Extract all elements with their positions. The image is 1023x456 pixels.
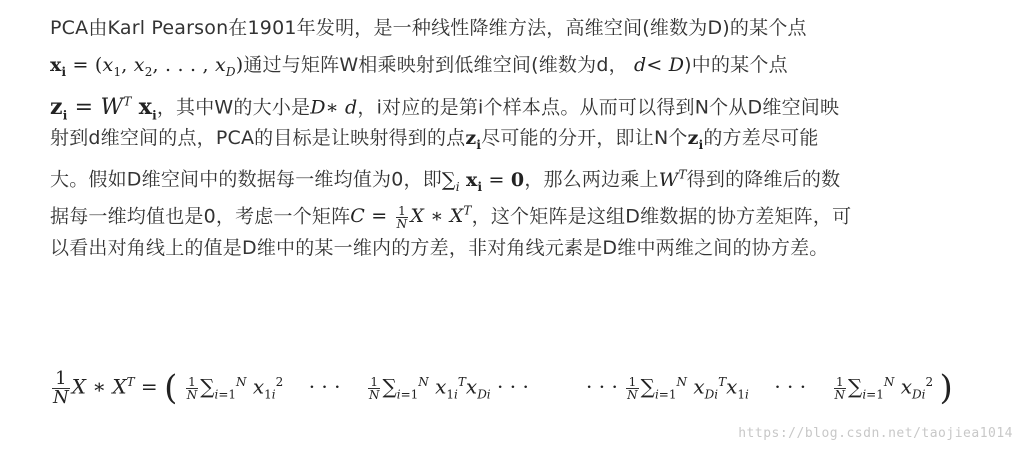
text-line-7: 以看出对角线上的值是D维中的某一维内的方差，非对角线元素是D维中两维之间的协方差。: [50, 236, 829, 259]
math-size: D∗ d: [310, 96, 358, 119]
math-wt: $W^T$: [658, 167, 687, 191]
covariance-matrix-equation: $\frac{1}{N}$ X ∗ $X^T$ = ( $\frac{1}{N}$ $\sum_{i=1}^N$ $x_{1i}^2$ · · · $\frac{1}{N}$ $\sum_{i=1}^N$ $x_{1i}^Tx_{Di}$ · · · · · · $\frac{1}{N}$ $\sum_{i=1}^N$ $x_{Di}^Tx_{1i}$ · · · $\frac{1}{N}$ $\sum_{i=1}^N$ $x_{Di}^2$ ): [53, 367, 953, 408]
math-zi: $z_i$: [687, 126, 704, 152]
watermark-url: https://blog.csdn.net/taojiea1014: [738, 426, 1013, 441]
article-paragraph: [50, 10, 1010, 266]
math-sum-zero: $\sum_i$ $x_i = 0$: [441, 168, 525, 194]
text-line-4: 射到d维空间的点，PCA的目标是让映射得到的点$z_i$尽可能的分开，即让N个$z_i$的方差尽可能: [50, 126, 819, 152]
text-line-6: 据每一维均值也是0，考虑一个矩阵C = $\frac{1}{N}$ X ∗ $X^T$，这个矩阵是这组D维数据的协方差矩阵，可: [50, 203, 852, 231]
math-zi: $z_i$: [465, 126, 482, 152]
text-line-2: $x_i = (x_1$, $x_2$, . . . , $x_D$)通过与矩阵W相乘映射到低维空间(维数为d， d< D)中的某个点: [50, 53, 788, 79]
math-z-equation: $z_i = W^T$ $x_i$: [50, 93, 157, 122]
math-x-vector: $x_i = (x_1$, $x_2$, . . . , $x_D$): [50, 53, 244, 79]
math-covariance-def: C = $\frac{1}{N}$ X ∗ $X^T$: [350, 203, 472, 231]
text-line-3: $z_i = W^T$ $x_i$，其中W的大小是D∗ d，i对应的是第i个样本点。从而可以得到N个从D维空间映: [50, 93, 840, 122]
math-inequality: d< D: [634, 53, 685, 76]
text-line-1: PCA由Karl Pearson在1901年发明，是一种线性降维方法，高维空间(维数为D)的某个点: [50, 17, 807, 39]
text-line-5: 大。假如D维空间中的数据每一维均值为0，即$\sum_i$ $x_i = 0$，那么两边乘上$W^T$得到的降维后的数: [50, 167, 841, 194]
